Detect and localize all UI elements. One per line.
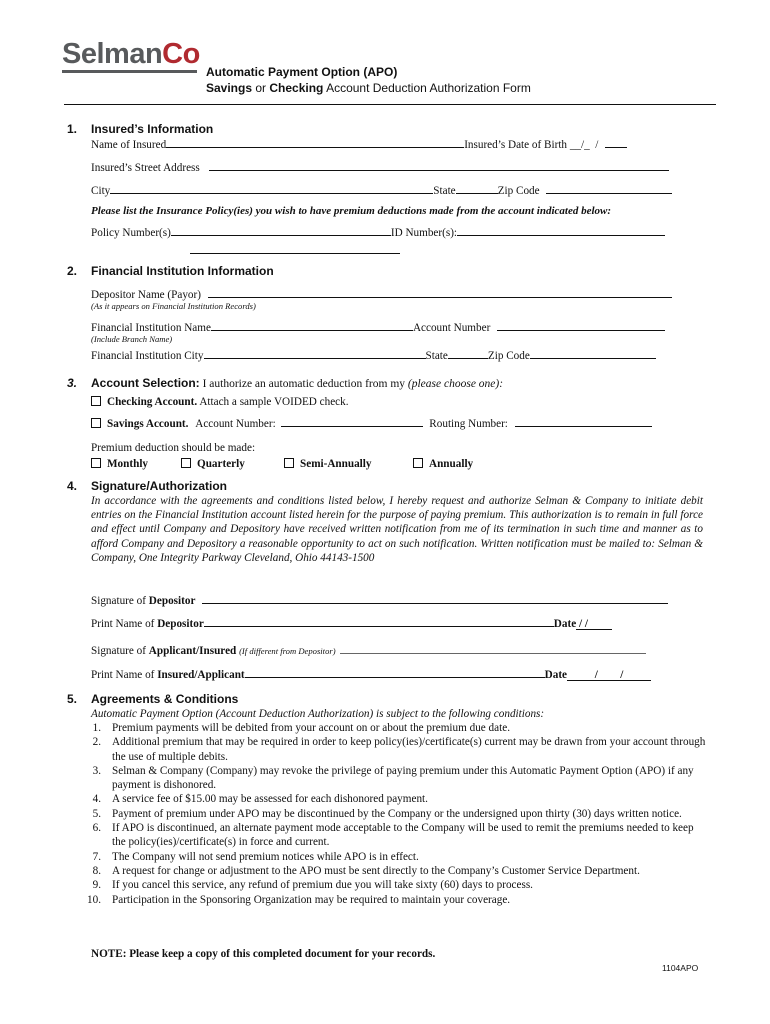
annually-checkbox[interactable] (413, 458, 423, 468)
condition-text: A service fee of $15.00 may be assessed for each dishonored payment. (112, 793, 428, 806)
savings-option[interactable] (91, 415, 652, 430)
subtitle-checking: Checking (269, 81, 324, 95)
conditions-list (83, 721, 708, 907)
condition-item (83, 764, 708, 793)
state-label: State (433, 185, 456, 197)
condition-item (83, 878, 708, 892)
savings-label: Savings Account. (107, 418, 189, 430)
fi-city-label: Financial Institution City (91, 350, 204, 362)
print-applicant-label: Insured/Applicant (157, 669, 245, 681)
condition-number: 7. (92, 850, 101, 863)
premium-deduction-label: Premium deduction should be made: (91, 442, 256, 454)
subtitle-or: or (252, 81, 270, 95)
frequency-option-monthly[interactable] (91, 458, 148, 470)
dob-label: Insured’s Date of Birth (464, 139, 568, 151)
company-logo (62, 38, 200, 70)
condition-item (83, 721, 708, 735)
policy-number-label: Policy Number(s) (91, 227, 171, 239)
signature-depositor-field[interactable] (202, 592, 668, 604)
dob-field[interactable]: __/_ / (569, 139, 599, 151)
zip-label: Zip Code (497, 185, 540, 197)
section-1-title: Insured’s Information (91, 122, 214, 136)
signature-applicant-label: Applicant/Insured (148, 645, 237, 657)
section-3-number: 3. (67, 376, 78, 390)
monthly-label: Monthly (107, 458, 149, 470)
section-2-heading (67, 264, 274, 278)
fi-city-row (91, 347, 656, 362)
depositor-row (91, 286, 672, 301)
condition-number: 2. (92, 736, 101, 749)
authorization-paragraph: In accordance with the agreements and conditions listed below, I hereby request and authorize Selman & Company to initiate debit entries on the Financial Institution account listed herein for the purpose of paying premium. This authorization is to remain in full force and effect until Company and Depository have received written notification from me of its termination in such time and manner as to afford Company and Depository a reasonable opportunity to act on such notification. Written notification must be mailed to: Selman & Company, One Integrity Parkway Cleveland, Ohio 44143-1500 (91, 495, 703, 564)
condition-number: 6. (92, 822, 101, 835)
condition-item (83, 821, 708, 850)
section-4-title: Signature/Authorization (91, 479, 227, 493)
section-2-number: 2. (67, 264, 78, 278)
condition-item (83, 807, 708, 821)
condition-text: If APO is discontinued, an alternate payment mode acceptable to the Company will be used to remit the premiums needed to keep the policy(ies)/certificate(s) in force and current. (112, 822, 694, 849)
routing-number-label: Routing Number: (429, 418, 508, 430)
name-of-insured-row (91, 136, 627, 151)
branch-note: (Include Branch Name) (91, 334, 173, 344)
section-2-title: Financial Institution Information (91, 264, 274, 278)
condition-number: 4. (92, 793, 101, 806)
savings-account-field[interactable] (281, 415, 423, 427)
state-field[interactable] (456, 182, 498, 194)
dob-year-field[interactable] (605, 136, 627, 148)
fi-zip-label: Zip Code (487, 350, 530, 362)
section-1-number: 1. (67, 122, 78, 136)
condition-item (83, 792, 708, 806)
conditions-intro: Automatic Payment Option (Account Deduction Authorization) is subject to the following conditions: (91, 708, 545, 720)
semi-annually-checkbox[interactable] (284, 458, 294, 468)
depositor-name-label: Depositor Name (Payor) (91, 289, 201, 301)
condition-number: 9. (92, 879, 101, 892)
depositor-date-field[interactable] (576, 618, 612, 630)
name-of-insured-label: Name of Insured (91, 139, 167, 151)
applicant-date-field[interactable] (567, 669, 651, 681)
form-title: Automatic Payment Option (APO) (206, 65, 398, 79)
depositor-note: (As it appears on Financial Institution Records) (91, 301, 256, 311)
section-1-heading (67, 122, 214, 136)
condition-number: 5. (92, 807, 101, 820)
section-5-title: Agreements & Conditions (91, 692, 239, 706)
fi-name-label: Financial Institution Name (91, 322, 211, 334)
frequency-option-quarterly[interactable] (181, 458, 245, 470)
checking-note: Attach a sample VOIDED check. (197, 396, 349, 408)
routing-number-field[interactable] (515, 415, 652, 427)
savings-account-label: Account Number: (195, 418, 276, 430)
condition-text: Participation in the Sponsoring Organization may be required to maintain your coverage. (112, 893, 511, 906)
signature-depositor-row (91, 592, 668, 607)
id-number-label: ID Number(s): (390, 227, 458, 239)
account-number-field[interactable] (497, 319, 665, 331)
account-number-label: Account Number (412, 322, 491, 334)
depositor-date-slashes: / / (576, 618, 588, 630)
annually-label: Annually (429, 458, 474, 470)
section-5-heading (67, 692, 239, 706)
signature-applicant-note: (If different from Depositor) (239, 646, 336, 656)
print-depositor-row (91, 615, 612, 630)
condition-text: A request for change or adjustment to the APO must be sent directly to the Company’s Customer Service Department. (112, 864, 640, 877)
fi-state-label: State (425, 350, 448, 362)
zip-field[interactable] (546, 182, 672, 194)
print-depositor-field[interactable] (204, 615, 554, 627)
condition-text: The Company will not send premium notices while APO is in effect. (112, 850, 419, 863)
applicant-date-slashes: / / (594, 669, 624, 681)
quarterly-label: Quarterly (197, 458, 245, 470)
policy-id-row (91, 224, 665, 239)
records-note: NOTE: Please keep a copy of this completed document for your records. (91, 948, 436, 960)
condition-number: 10. (87, 893, 101, 906)
depositor-date-label: Date (553, 618, 577, 630)
street-address-label: Insured’s Street Address (91, 162, 200, 174)
fi-state-field[interactable] (448, 347, 488, 359)
policies-instruction: Please list the Insurance Policy(ies) you wish to have premium deductions made from the account indicated below: (91, 205, 612, 217)
section-4-number: 4. (67, 479, 78, 493)
condition-number: 8. (92, 864, 101, 877)
print-depositor-prefix: Print Name of (91, 618, 158, 630)
section-3-heading (67, 376, 504, 390)
print-depositor-label: Depositor (157, 618, 204, 630)
section-4-heading (67, 479, 227, 493)
condition-text: If you cancel this service, any refund of premium due you will take sixty (60) days to process. (112, 879, 533, 892)
city-state-zip-row (91, 182, 672, 197)
condition-text: Premium payments will be debited from your account on or about the premium due date. (112, 722, 510, 734)
checking-checkbox[interactable] (91, 396, 101, 406)
frequency-option-semi-annually[interactable] (284, 458, 372, 470)
signature-depositor-prefix: Signature of (91, 595, 149, 607)
header-divider (64, 104, 716, 105)
city-label: City (91, 185, 111, 197)
policy-number-field[interactable] (171, 224, 391, 236)
print-applicant-prefix: Print Name of (91, 669, 158, 681)
logo-underline (62, 70, 197, 73)
form-subtitle (206, 81, 531, 95)
logo-co: Co (162, 38, 200, 70)
policy-number-field-2[interactable] (190, 253, 400, 254)
logo-selman: Selman (62, 38, 163, 70)
checking-option[interactable] (91, 396, 349, 408)
condition-item (83, 864, 708, 878)
semi-annually-label: Semi-Annually (300, 458, 372, 470)
name-of-insured-field[interactable] (166, 136, 464, 148)
city-field[interactable] (110, 182, 433, 194)
depositor-name-field[interactable] (208, 286, 672, 298)
condition-text: Payment of premium under APO may be discontinued by the Company or the undersigned upon thirty (30) days written notice. (112, 807, 682, 820)
signature-applicant-field[interactable] (340, 642, 646, 654)
applicant-date-label: Date (544, 669, 568, 681)
subtitle-savings: Savings (206, 81, 253, 95)
condition-number: 1. (92, 722, 101, 734)
condition-item (83, 893, 708, 907)
frequency-option-annually[interactable] (413, 458, 473, 470)
fi-name-row (91, 319, 665, 334)
street-address-field[interactable] (209, 159, 669, 171)
condition-number: 3. (92, 764, 101, 777)
print-applicant-row (91, 666, 651, 681)
fi-city-field[interactable] (204, 347, 426, 359)
street-address-row (91, 159, 669, 174)
form-code: 1104APO (662, 963, 699, 973)
quarterly-checkbox[interactable] (181, 458, 191, 468)
section-3-intro: I authorize an automatic deduction from my (199, 378, 408, 390)
section-3-intro-italic: (please choose one): (407, 378, 504, 390)
section-5-number: 5. (67, 692, 78, 706)
id-number-field[interactable] (457, 224, 665, 236)
condition-item (83, 735, 708, 764)
subtitle-rest: Account Deduction Authorization Form (323, 81, 531, 95)
section-3-title: Account Selection: (91, 376, 200, 390)
checking-label: Checking Account. (107, 396, 198, 408)
savings-checkbox[interactable] (91, 418, 101, 428)
signature-applicant-prefix: Signature of (91, 645, 149, 657)
signature-depositor-label: Depositor (148, 595, 196, 607)
condition-text: Selman & Company (Company) may revoke the privilege of paying premium under this Automatic Payment Option (APO) if any payment is dishonored. (112, 764, 694, 792)
monthly-checkbox[interactable] (91, 458, 101, 468)
condition-text: Additional premium that may be required in order to keep policy(ies)/certificate(s) current may be drawn from your account through the use of multiple debits. (112, 736, 706, 763)
condition-item (83, 850, 708, 864)
signature-applicant-row (91, 642, 646, 657)
fi-name-field[interactable] (211, 319, 413, 331)
fi-zip-field[interactable] (530, 347, 656, 359)
print-applicant-field[interactable] (245, 666, 545, 678)
